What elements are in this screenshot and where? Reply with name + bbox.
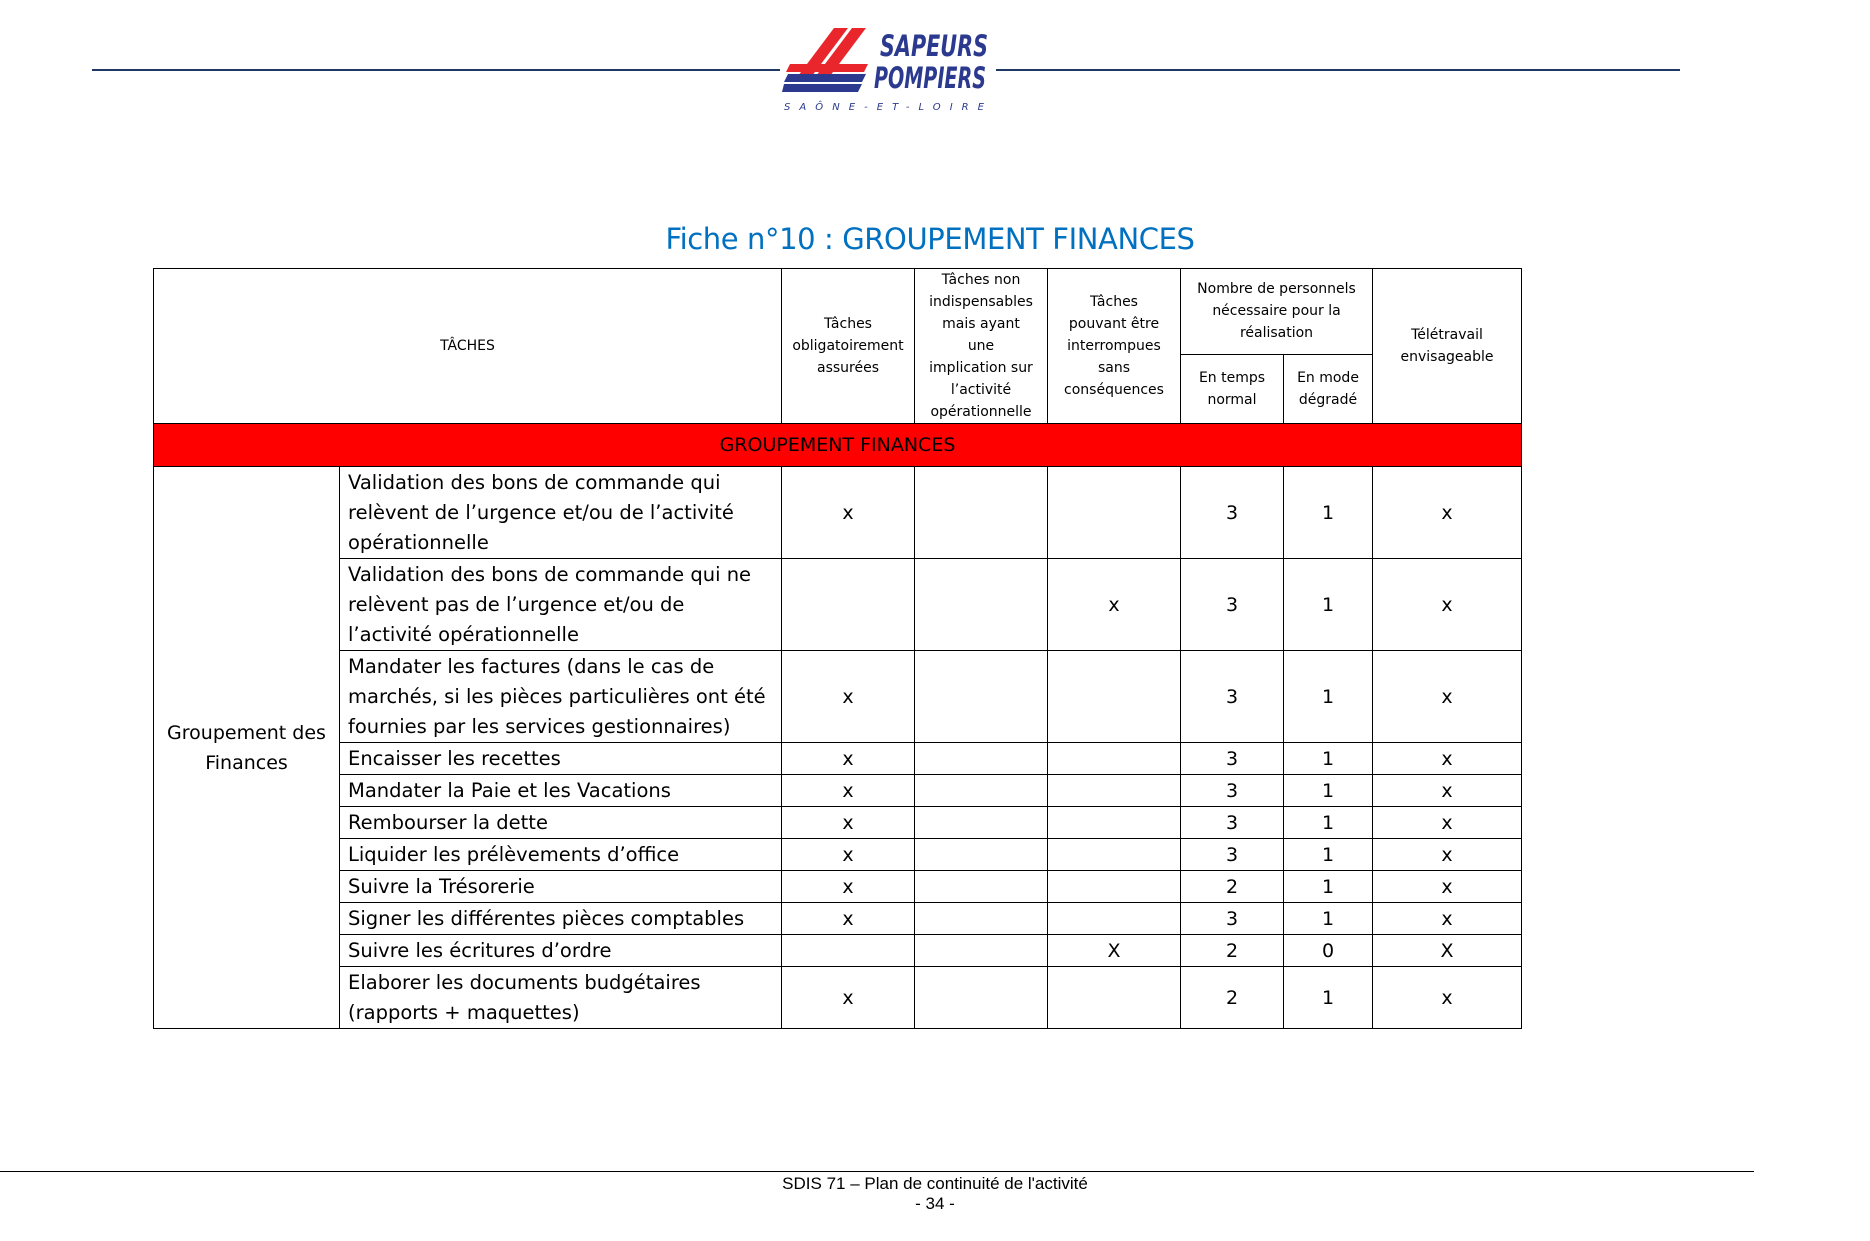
cell-degraded: 1 bbox=[1284, 467, 1373, 559]
logo-line3: SAÔNE-ET-LOIRE bbox=[784, 102, 984, 113]
cell-non-essential bbox=[915, 871, 1048, 903]
cell-interruptible bbox=[1048, 871, 1181, 903]
cell-mandatory: x bbox=[782, 839, 915, 871]
cell-telework: x bbox=[1373, 559, 1522, 651]
cell-telework: x bbox=[1373, 871, 1522, 903]
cell-interruptible bbox=[1048, 651, 1181, 743]
task-cell: Suivre la Trésorerie bbox=[340, 871, 782, 903]
cell-non-essential bbox=[915, 967, 1048, 1029]
cell-degraded: 1 bbox=[1284, 903, 1373, 935]
cell-interruptible bbox=[1048, 903, 1181, 935]
cell-non-essential bbox=[915, 807, 1048, 839]
cell-mandatory: x bbox=[782, 871, 915, 903]
cell-normal: 3 bbox=[1181, 903, 1284, 935]
task-cell: Validation des bons de commande qui relèvent de l’urgence et/ou de l’activité opérationnelle bbox=[340, 467, 782, 559]
table-row bbox=[154, 559, 1522, 651]
header-interruptible: Tâches pouvant être interrompues sans conséquences bbox=[1048, 269, 1181, 424]
task-cell: Validation des bons de commande qui ne relèvent pas de l’urgence et/ou de l’activité opérationnelle bbox=[340, 559, 782, 651]
cell-telework: x bbox=[1373, 775, 1522, 807]
task-cell: Liquider les prélèvements d’office bbox=[340, 839, 782, 871]
cell-normal: 2 bbox=[1181, 935, 1284, 967]
group-label: Groupement des Finances bbox=[154, 467, 340, 1029]
cell-non-essential bbox=[915, 775, 1048, 807]
cell-degraded: 1 bbox=[1284, 775, 1373, 807]
table-row bbox=[154, 807, 1522, 839]
cell-mandatory bbox=[782, 559, 915, 651]
cell-mandatory: x bbox=[782, 775, 915, 807]
cell-non-essential bbox=[915, 903, 1048, 935]
cell-degraded: 0 bbox=[1284, 935, 1373, 967]
cell-non-essential bbox=[915, 839, 1048, 871]
cell-degraded: 1 bbox=[1284, 871, 1373, 903]
table-row bbox=[154, 839, 1522, 871]
cell-normal: 3 bbox=[1181, 807, 1284, 839]
cell-mandatory: x bbox=[782, 903, 915, 935]
cell-mandatory: x bbox=[782, 467, 915, 559]
task-cell: Mandater les factures (dans le cas de marchés, si les pièces particulières ont été fournies par les services gestionnaires) bbox=[340, 651, 782, 743]
cell-interruptible bbox=[1048, 467, 1181, 559]
table-row bbox=[154, 903, 1522, 935]
cell-telework: x bbox=[1373, 467, 1522, 559]
table-row bbox=[154, 743, 1522, 775]
cell-degraded: 1 bbox=[1284, 743, 1373, 775]
cell-mandatory bbox=[782, 935, 915, 967]
cell-degraded: 1 bbox=[1284, 651, 1373, 743]
header-telework: Télétravail envisageable bbox=[1373, 269, 1522, 424]
header-non-essential: Tâches non indispensables mais ayant une implication sur l’activité opérationnelle bbox=[915, 269, 1048, 424]
table-row bbox=[154, 775, 1522, 807]
cell-degraded: 1 bbox=[1284, 967, 1373, 1029]
cell-normal: 3 bbox=[1181, 775, 1284, 807]
cell-normal: 2 bbox=[1181, 967, 1284, 1029]
task-cell: Signer les différentes pièces comptables bbox=[340, 903, 782, 935]
cell-interruptible bbox=[1048, 743, 1181, 775]
footer-rule bbox=[0, 1171, 1754, 1172]
table-row bbox=[154, 935, 1522, 967]
header-tasks: TÂCHES bbox=[154, 269, 782, 424]
task-cell: Rembourser la dette bbox=[340, 807, 782, 839]
cell-normal: 3 bbox=[1181, 651, 1284, 743]
cell-non-essential bbox=[915, 935, 1048, 967]
logo-line2: POMPIERS bbox=[874, 61, 986, 95]
table-row bbox=[154, 871, 1522, 903]
cell-normal: 3 bbox=[1181, 743, 1284, 775]
cell-mandatory: x bbox=[782, 967, 915, 1029]
sapeurs-pompiers-logo bbox=[782, 26, 996, 114]
cell-interruptible bbox=[1048, 775, 1181, 807]
task-cell: Elaborer les documents budgétaires (rapports + maquettes) bbox=[340, 967, 782, 1029]
cell-telework: x bbox=[1373, 839, 1522, 871]
table-row bbox=[154, 467, 1522, 559]
logo-line1: SAPEURS bbox=[880, 29, 988, 63]
task-cell: Encaisser les recettes bbox=[340, 743, 782, 775]
cell-telework: X bbox=[1373, 935, 1522, 967]
cell-mandatory: x bbox=[782, 651, 915, 743]
cell-non-essential bbox=[915, 651, 1048, 743]
cell-telework: x bbox=[1373, 651, 1522, 743]
page-number: - 34 - bbox=[915, 1194, 955, 1213]
cell-normal: 3 bbox=[1181, 839, 1284, 871]
cell-telework: x bbox=[1373, 903, 1522, 935]
footer-title: SDIS 71 – Plan de continuité de l'activité bbox=[782, 1174, 1088, 1193]
cell-non-essential bbox=[915, 743, 1048, 775]
task-cell: Suivre les écritures d’ordre bbox=[340, 935, 782, 967]
cell-telework: x bbox=[1373, 967, 1522, 1029]
cell-normal: 2 bbox=[1181, 871, 1284, 903]
header-staff-normal: En temps normal bbox=[1181, 354, 1284, 423]
cell-non-essential bbox=[915, 559, 1048, 651]
section-band: GROUPEMENT FINANCES bbox=[154, 424, 1522, 467]
cell-degraded: 1 bbox=[1284, 559, 1373, 651]
cell-mandatory: x bbox=[782, 807, 915, 839]
cell-interruptible: x bbox=[1048, 559, 1181, 651]
cell-interruptible bbox=[1048, 967, 1181, 1029]
header-staff-degraded: En mode dégradé bbox=[1284, 354, 1373, 423]
task-cell: Mandater la Paie et les Vacations bbox=[340, 775, 782, 807]
cell-interruptible: X bbox=[1048, 935, 1181, 967]
cell-telework: x bbox=[1373, 743, 1522, 775]
header-rule-left bbox=[92, 69, 780, 71]
page-title: Fiche n°10 : GROUPEMENT FINANCES bbox=[665, 222, 1195, 256]
cell-non-essential bbox=[915, 467, 1048, 559]
header-rule-right bbox=[996, 69, 1680, 71]
cell-degraded: 1 bbox=[1284, 839, 1373, 871]
header-staff-group: Nombre de personnels nécessaire pour la réalisation bbox=[1181, 269, 1373, 355]
cell-interruptible bbox=[1048, 839, 1181, 871]
table-row bbox=[154, 651, 1522, 743]
cell-interruptible bbox=[1048, 807, 1181, 839]
cell-normal: 3 bbox=[1181, 559, 1284, 651]
cell-mandatory: x bbox=[782, 743, 915, 775]
header-mandatory: Tâches obligatoirement assurées bbox=[782, 269, 915, 424]
cell-degraded: 1 bbox=[1284, 807, 1373, 839]
footer bbox=[0, 1174, 1870, 1214]
cell-telework: x bbox=[1373, 807, 1522, 839]
tasks-table bbox=[153, 268, 1522, 1029]
table-row bbox=[154, 967, 1522, 1029]
cell-normal: 3 bbox=[1181, 467, 1284, 559]
